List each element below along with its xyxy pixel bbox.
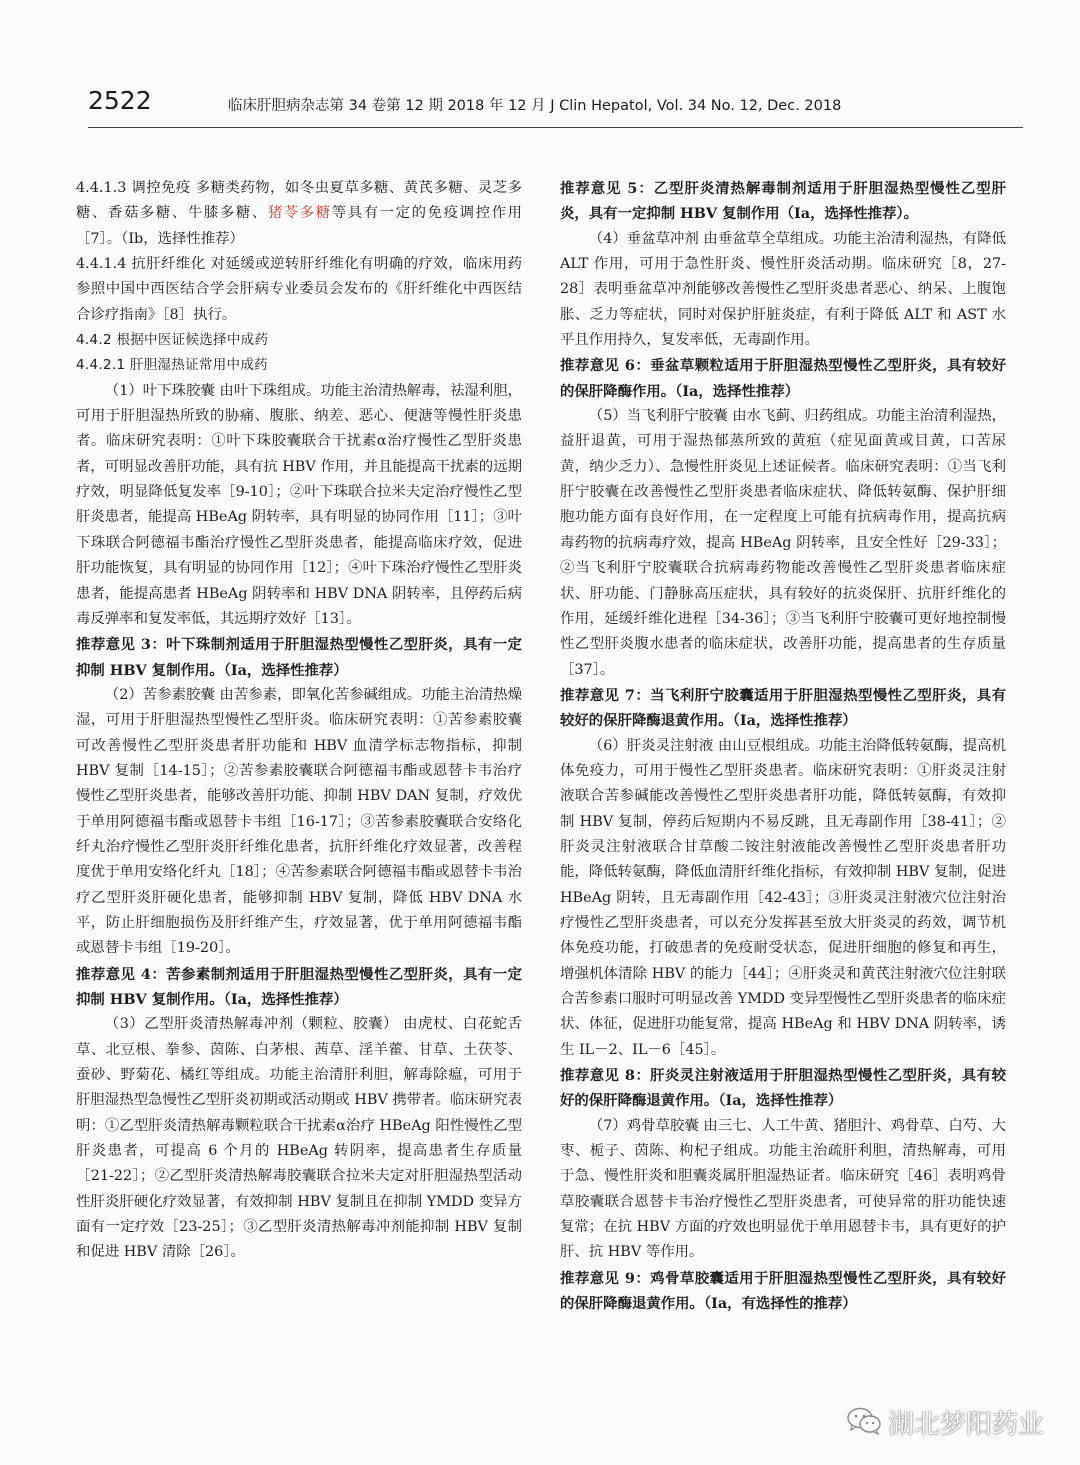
paragraph: （6）肝炎灵注射液 由山豆根组成。功能主治降低转氨酶，提高机体免疫力，可用于慢性乙型肝炎患者。临床研究表明：①肝炎灵注射液联合苦参碱能改善慢性乙型肝炎患者肝功能，降低转氨酶，有效抑制 HBV 复制，停药后短期内不易反跳，且无毒副作用［38-41］；②肝炎灵注射液联合甘草酸二铵注射液能改善慢性乙型肝炎患者肝功能，降低转氨酶，降低血清肝纤维化指标，有效抑制 HBV 复制，促进 HBeAg 阴转，且无毒副作用［42-43］；③肝炎灵注射液穴位注射治疗慢性乙型肝炎患者，可以充分发挥甚至放大肝炎灵的药效，调节机体免疫功能，打破患者的免疫耐受状态，促进肝细胞的修复和再生，增强机体清除 HBV 的能力［44］；④肝炎灵和黄芪注射液穴位注射联合苦参素口服时可明显改善 YMDD 变异型慢性乙型肝炎患者的临床症状、体征，促进肝功能复常，提高 HBeAg 和 HBV DNA 阴转率，诱生 IL－2、IL－6［45］。 [560, 737, 1006, 1058]
journal-title: 临床肝胆病杂志第 34 卷第 12 期 2018 年 12 月 J Clin Hepatol, Vol. 34 No. 12, Dec. 2018 [228, 98, 842, 114]
paragraph: （5）当飞利肝宁胶囊 由水飞蓟、归药组成。功能主治清利湿热，益肝退黄，可用于湿热郁蒸所致的黄疸（症见面黄或目黄，口苦尿黄，纳少乏力）、急慢性肝炎见上述证候者。临床研究表明：①当飞利肝宁胶囊在改善慢性乙型肝炎患者临床症状、降低转氨酶、保护肝细胞功能方面有良好作用，在一定程度上可能有抗病毒作用，提高抗病毒药物的抗病毒疗效，提高 HBeAg 阴转率，且安全性好［29-33］；②当飞利肝宁胶囊联合抗病毒药物能改善慢性乙型肝炎患者临床症状、肝功能、门静脉高压症状，具有较好的抗炎保肝、抗肝纤维化的作用，延缓纤维化进程［34-36］；③当飞利肝宁胶囊可更好地控制慢性乙型肝炎腹水患者的临床症状，改善肝功能，提高患者的生存质量［37］。 [560, 408, 1006, 678]
paragraph: 4.4.1.4 抗肝纤维化 对延缓或逆转肝纤维化有明确的疗效，临床用药参照中国中西医结合学会肝病专业委员会发布的《肝纤维化中西医结合诊疗指南》［8］执行。 [76, 256, 522, 323]
recommendation: 推荐意见 5：乙型肝炎清热解毒制剂适用于肝胆湿热型慢性乙型肝炎，具有一定抑制 HBV 复制作用（Ia，选择性推荐）。 [560, 180, 1006, 223]
page-number: 2522 [88, 86, 152, 115]
recommendation: 推荐意见 8：肝炎灵注射液适用于肝胆湿热型慢性乙型肝炎，具有较好的保肝降酶退黄作用。（Ⅰa，选择性推荐） [560, 1067, 1006, 1110]
paragraph: （3）乙型肝炎清热解毒冲剂（颗粒、胶囊） 由虎杖、白花蛇舌草、北豆根、拳参、茵陈、白茅根、茜草、淫羊藿、甘草、土茯苓、蚕砂、野菊花、橘红等组成。功能主治清肝利胆，解毒除瘟，可用于肝胆湿热型急慢性乙型肝炎初期或活动期或 HBV 携带者。临床研究表明：①乙型肝炎清热解毒颗粒联合干扰素α治疗 HBeAg 阳性慢性乙型肝炎患者，可提高 6 个月的 HBeAg 转阴率，提高患者生存质量［21-22］；②乙型肝炎清热解毒胶囊联合拉米夫定对肝胆湿热型活动性肝炎肝硬化疗效显著，有效抑制 HBV 复制且在抑制 YMDD 变异方面有一定疗效［23-25］；③乙型肝炎清热解毒冲剂能抑制 HBV 复制和促进 HBV 清除［26］。 [76, 1016, 522, 1261]
watermark [846, 1402, 1056, 1446]
header-divider [88, 127, 1023, 128]
paragraph: （7）鸡骨草胶囊 由三七、人工牛黄、猪胆汁、鸡骨草、白芍、大枣、栀子、茵陈、枸杞子组成。功能主治疏肝利胆，清热解毒，可用于急、慢性肝炎和胆囊炎属肝胆湿热证者。临床研究［46］表明鸡骨草胶囊联合恩替卡韦治疗慢性乙型肝炎患者，可使异常的肝功能快速复常；在抗 HBV 方面的疗效也明显优于单用恩替卡韦，具有更好的护肝、抗 HBV 等作用。 [560, 1117, 1006, 1261]
watermark-text: 湖北梦阳药业 [888, 1410, 1045, 1440]
paragraph: 4.4.1.3 调控免疫 多糖类药物，如冬虫夏草多糖、黄芪多糖、灵芝多糖、香菇多糖、牛膝多糖、猪苓多糖等具有一定的免疫调控作用［7］。（Ⅰb，选择性推荐） [76, 180, 522, 247]
highlight-term: 猪苓多糖 [267, 205, 332, 222]
section-heading: 4.4.2 根据中医证候选择中成药 [76, 332, 269, 349]
recommendation: 推荐意见 6：垂盆草颗粒适用于肝胆湿热型慢性乙型肝炎，具有较好的保肝降酶作用。（Ⅰa，选择性推荐） [560, 357, 1006, 400]
paragraph: （4）垂盆草冲剂 由垂盆草全草组成。功能主治清利湿热，有降低 ALT 作用，可用于急性肝炎、慢性肝炎活动期。临床研究［8，27-28］表明垂盆草冲剂能够改善慢性乙型肝炎患者恶心、纳呆、上腹饱胀、乏力等症状，同时对保护肝脏炎症，有利于降低 ALT 和 AST 水平且作用持久，复发率低，无毒副作用。 [560, 230, 1006, 349]
recommendation: 推荐意见 3：叶下珠制剂适用于肝胆湿热型慢性乙型肝炎，具有一定抑制 HBV 复制作用。（Ⅰa，选择性推荐） [76, 636, 522, 679]
paragraph: （2）苦参素胶囊 由苦参素，即氧化苦参碱组成。功能主治清热燥湿，可用于肝胆湿热型慢性乙型肝炎。临床研究表明：①苦参素胶囊可改善慢性乙型肝炎患者肝功能和 HBV 血清学标志物指标，抑制 HBV 复制［14-15］；②苦参素胶囊联合阿德福韦酯或恩替卡韦治疗慢性乙型肝炎患者，能够改善肝功能、抑制 HBV DAN 复制，疗效优于单用阿德福韦酯或恩替卡韦组［16-17］；③苦参素胶囊联合安络化纤丸治疗慢性乙型肝炎肝纤维化患者，抗肝纤维化疗效显著，改善程度优于单用安络化纤丸［18］；④苦参素联合阿德福韦酯或恩替卡韦治疗乙型肝炎肝硬化患者，能够抑制 HBV 复制，降低 HBV DNA 水平，防止肝细胞损伤及肝纤维产生，疗效显著，优于单用阿德福韦酯或恩替卡韦组［19-20］。 [76, 686, 522, 957]
recommendation: 推荐意见 7：当飞利肝宁胶囊适用于肝胆湿热型慢性乙型肝炎，具有较好的保肝降酶退黄作用。（Ⅰa，选择性推荐） [560, 686, 1006, 730]
page-header [88, 86, 1018, 126]
right-column [560, 176, 1006, 1316]
subsection-heading: 4.4.2.1 肝胆湿热证常用中成药 [76, 357, 268, 374]
paragraph: （1）叶下珠胶囊 由叶下珠组成。功能主治清热解毒，祛湿利胆，可用于肝胆湿热所致的胁痛、腹胀、纳差、恶心、便溏等慢性肝炎患者。临床研究表明：①叶下珠胶囊联合干扰素α治疗慢性乙型肝炎患者，可明显改善肝功能，具有抗 HBV 作用，并且能提高干扰素的远期疗效，明显降低复发率［9-10］；②叶下珠联合拉米夫定治疗慢性乙型肝炎患者，能提高 HBeAg 阴转率，具有明显的协同作用［11］；③叶下珠联合阿德福韦酯治疗慢性乙型肝炎患者，能提高临床疗效，促进肝功能恢复，具有明显的协同作用［12］；④叶下珠治疗慢性乙型肝炎患者，能提高患者 HBeAg 阴转率和 HBV DNA 阴转率，且停药后病毒反弹率和复发率低，其远期疗效好［13］。 [76, 382, 522, 627]
recommendation: 推荐意见 4：苦参素制剂适用于肝胆湿热型慢性乙型肝炎，具有一定抑制 HBV 复制作用。（Ⅰa，选择性推荐） [76, 965, 522, 1008]
wechat-icon [846, 1406, 882, 1436]
left-column [76, 176, 522, 1266]
recommendation: 推荐意见 9：鸡骨草胶囊适用于肝胆湿热型慢性乙型肝炎，具有较好的保肝降酶退黄作用。（Ⅰa，有选择性的推荐） [560, 1269, 1006, 1313]
